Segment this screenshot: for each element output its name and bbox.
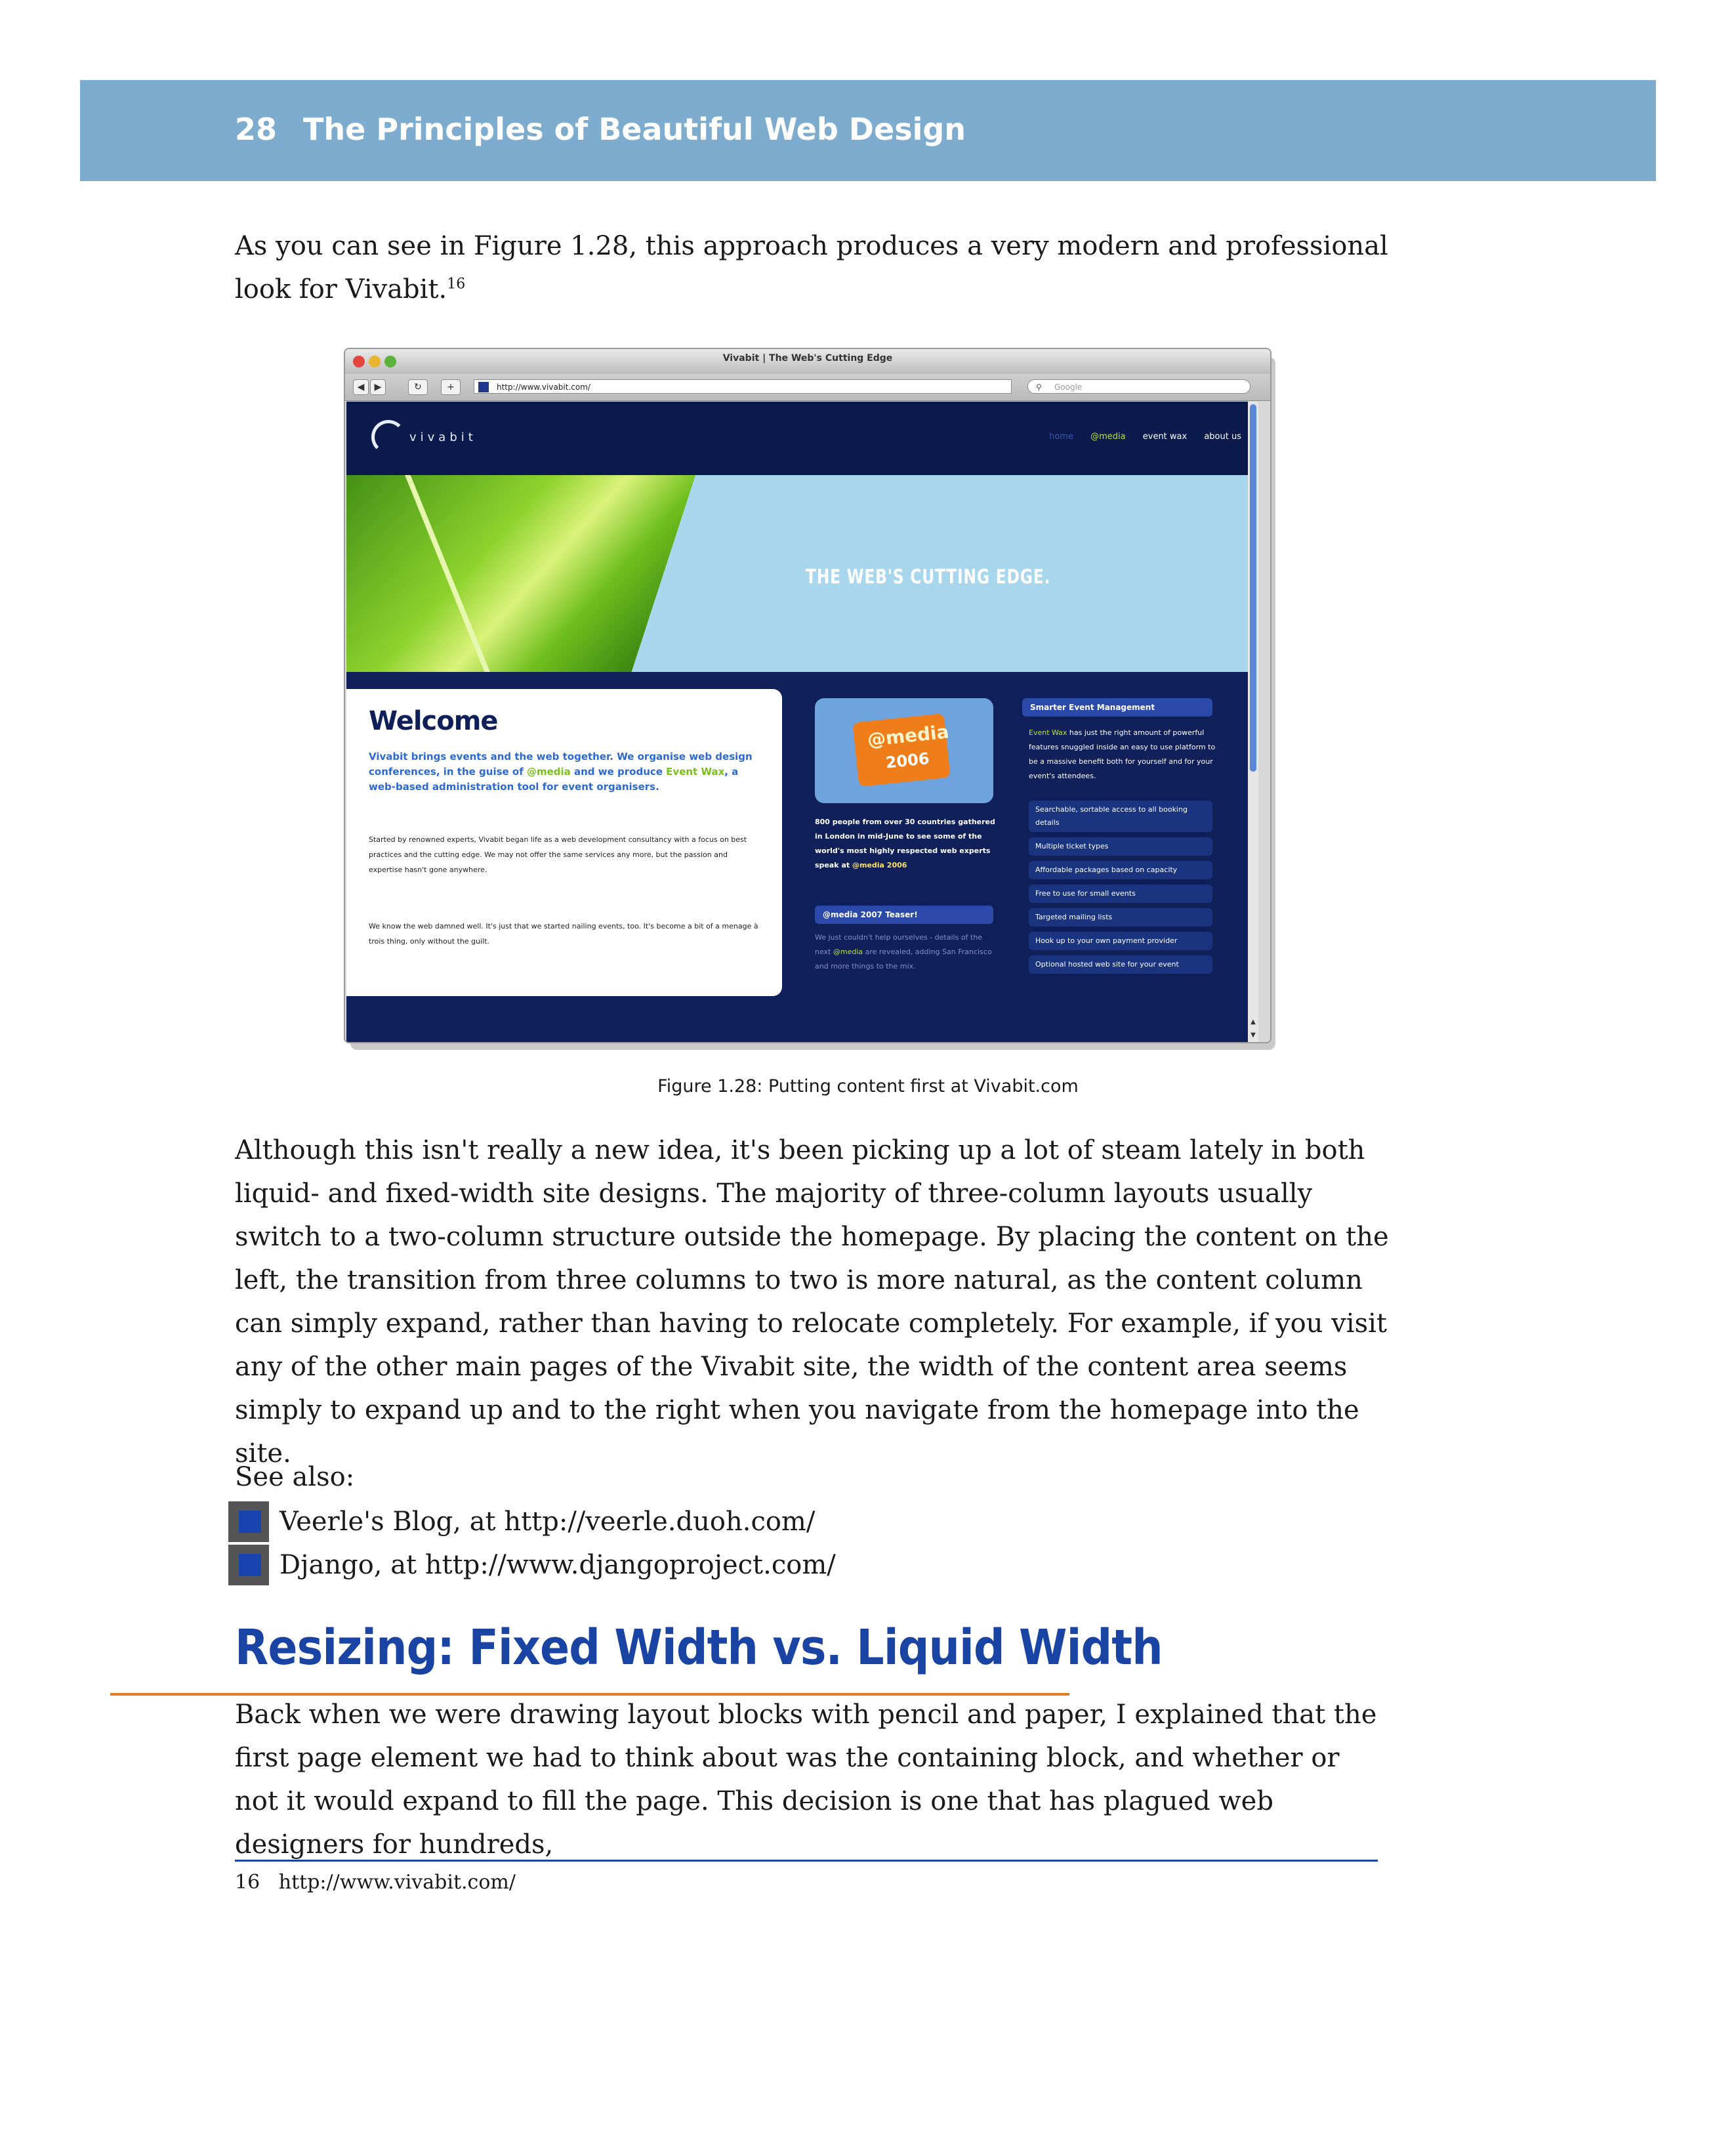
welcome-lead-text-3: , a web-based administration tool for event organisers.	[369, 766, 739, 793]
leaf-image	[346, 475, 704, 672]
page-number: 28	[235, 112, 278, 147]
refresh-button[interactable]: ↻	[408, 379, 428, 395]
scroll-up-arrow-icon[interactable]: ▲	[1250, 1018, 1256, 1026]
see-also-item: Django, at http://www.djangoproject.com/	[279, 1550, 836, 1580]
scroll-down-arrow-icon[interactable]: ▼	[1250, 1032, 1256, 1039]
book-title: The Principles of Beautiful Web Design	[303, 112, 966, 147]
media-link[interactable]: @media	[526, 766, 571, 778]
body-paragraph: Although this isn't really a new idea, it's been picking up a lot of steam lately in both liquid- and fixed-width site designs. The majority of three-column layouts usually switch to a two-column structure outside the homepage. By placing the content on the left, the transition from three columns to two is more natural, as the content column can simply expand, rather than having to relocate completely. For example, if you visit any of the other main pages of the Vivabit site, the width of the content area seems simply to expand up and to the right when you navigate from the homepage into the site.	[235, 1135, 1389, 1469]
teaser-text-2: are revealed, adding San Francisco and more things to the mix.	[815, 948, 992, 971]
feature-item: Free to use for small events	[1029, 885, 1212, 903]
bullet-square	[239, 1554, 261, 1576]
forward-button[interactable]: ▶	[370, 379, 386, 395]
footnote-text: http://www.vivabit.com/	[278, 1871, 516, 1894]
event-management-column	[1022, 689, 1245, 1042]
feature-item: Multiple ticket types	[1029, 837, 1212, 856]
event-management-heading: Smarter Event Management	[1022, 698, 1212, 717]
media-summary	[815, 815, 999, 873]
bullet-icon	[228, 1501, 269, 1542]
welcome-paragraph-2: Started by renowned experts, Vivabit began life as a web development consultancy with a focus on best practices and the cutting edge. We may not offer the same services any more, but the passion and expertise hasn't gone anywhere.	[369, 835, 747, 874]
figure-caption: Figure 1.28: Putting content first at Vivabit.com	[657, 1076, 1079, 1096]
add-bookmark-button[interactable]: +	[441, 379, 461, 395]
browser-window	[344, 348, 1271, 1043]
footnote	[235, 1868, 516, 1898]
welcome-panel	[346, 689, 782, 996]
media-summary-text: 800 people from over 30 countries gathered in London in mid-June to see some of the world's most highly respected web experts speak at	[815, 818, 995, 869]
bullet-square	[239, 1511, 261, 1533]
section-paragraph: Back when we were drawing layout blocks with pencil and paper, I explained that the first page element we had to think about was the containing block, and whether or not it would expand to fill the page. This decision is one that has plagued web designers for hundreds,	[235, 1700, 1377, 1860]
nav-event-wax[interactable]: event wax	[1142, 432, 1188, 442]
intro-paragraph	[235, 224, 1390, 311]
badge-text: @media	[866, 720, 950, 751]
search-icon: ⚲	[1036, 383, 1042, 392]
nav-about-us[interactable]: about us	[1204, 432, 1241, 442]
url-bar[interactable]	[474, 379, 1012, 394]
teaser-media-link[interactable]: @media	[833, 948, 863, 956]
feature-item: Affordable packages based on capacity	[1029, 861, 1212, 879]
footnote-reference: 16	[447, 276, 466, 293]
event-wax-description-text: has just the right amount of powerful features snuggled inside an easy to use platform to be a massive benefit both for yourself and for your event's attendees.	[1029, 728, 1216, 780]
vivabit-logo-icon[interactable]	[371, 420, 405, 454]
running-header	[235, 112, 966, 147]
figure-screenshot	[344, 348, 1275, 1050]
back-button[interactable]: ◀	[353, 379, 369, 395]
section-heading: Resizing: Fixed Width vs. Liquid Width	[235, 1619, 1163, 1676]
teaser-text-1: We just couldn't help ourselves - details of the next	[815, 933, 982, 956]
teaser-heading: @media 2007 Teaser!	[815, 906, 993, 924]
welcome-paragraph-3: We know the web damned well. It's just that we started nailing events, too. It's become a bit of a menage à trois thing, only without the guilt.	[369, 922, 758, 946]
site-nav	[1035, 432, 1241, 442]
welcome-title: Welcome	[369, 706, 498, 736]
feature-item: Hook up to your own payment provider	[1029, 932, 1212, 950]
badge-year: 2006	[884, 749, 930, 772]
teaser-text	[815, 930, 999, 974]
media-2006-badge	[852, 713, 950, 787]
feature-item: Optional hosted web site for your event	[1029, 955, 1212, 974]
event-wax-inline-link[interactable]: Event Wax	[1029, 728, 1067, 737]
nav-home[interactable]: home	[1049, 432, 1073, 442]
bullet-icon	[228, 1545, 269, 1585]
vivabit-site	[346, 402, 1258, 1042]
feature-list	[1029, 801, 1212, 979]
welcome-lead	[369, 749, 762, 795]
browser-toolbar	[345, 374, 1270, 401]
url-text: http://www.vivabit.com/	[497, 383, 590, 392]
nav-media[interactable]: @media	[1090, 432, 1126, 442]
media-promo[interactable]	[815, 698, 993, 803]
event-wax-description	[1029, 726, 1219, 783]
welcome-lead-text: Vivabit brings events and the web together. We organise web design conferences, in the guise of	[369, 751, 753, 778]
media-2006-link[interactable]: @media 2006	[852, 861, 907, 869]
feature-item: Searchable, sortable access to all booking details	[1029, 801, 1212, 832]
intro-text: As you can see in Figure 1.28, this approach produces a very modern and professional look for Vivabit.	[235, 231, 1388, 304]
site-header	[346, 402, 1258, 475]
site-logo-text[interactable]: vivabit	[409, 430, 477, 444]
media-column	[806, 689, 1002, 1042]
footnote-rule	[235, 1860, 1378, 1862]
search-placeholder: Google	[1054, 383, 1083, 392]
see-also-item: Veerle's Blog, at http://veerle.duoh.com/	[279, 1507, 816, 1537]
browser-titlebar	[345, 349, 1270, 374]
see-also-label: See also:	[235, 1462, 355, 1492]
site-favicon-icon	[478, 382, 489, 392]
hero-tagline: THE WEB'S CUTTING EDGE.	[806, 566, 1051, 589]
event-wax-link[interactable]: Event Wax	[666, 766, 725, 778]
page-scrollbar[interactable]	[1248, 402, 1258, 1042]
browser-window-title: Vivabit | The Web's Cutting Edge	[722, 353, 893, 364]
hero-banner	[346, 475, 1258, 672]
search-input[interactable]	[1027, 379, 1250, 394]
welcome-lead-text-2: and we produce	[570, 766, 667, 778]
scroll-thumb[interactable]	[1250, 404, 1256, 772]
feature-item: Targeted mailing lists	[1029, 908, 1212, 927]
footnote-number: 16	[235, 1871, 260, 1894]
